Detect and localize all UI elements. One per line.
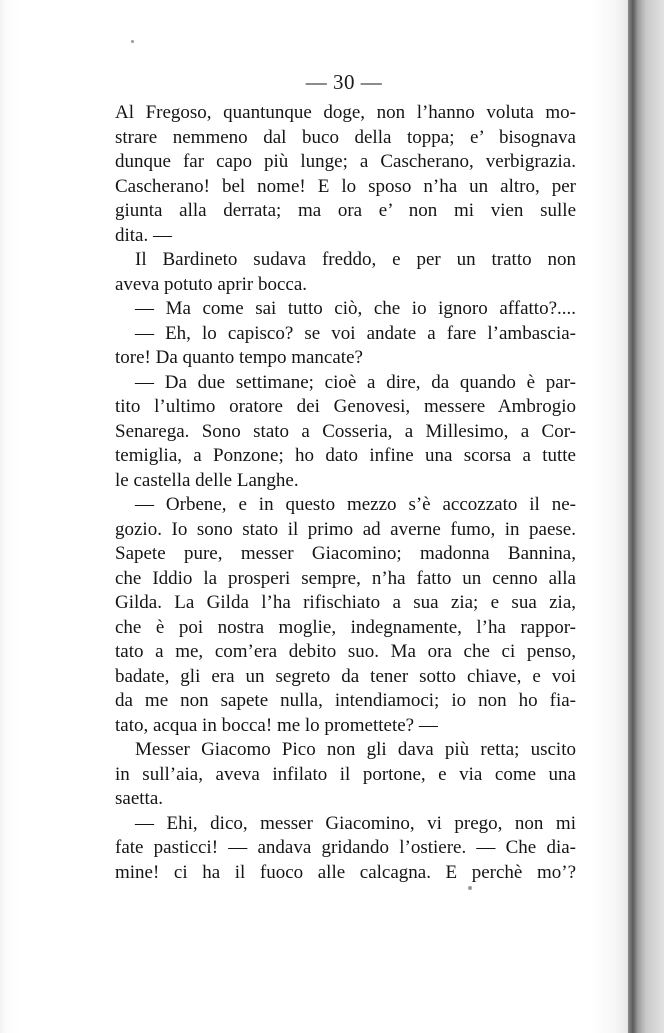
text-line: Gilda. La Gilda l’ha rifischiato a sua zia; e sua zia, (115, 592, 576, 613)
text-line: dunque far capo più lunge; a Cascherano, verbigrazia. (115, 151, 576, 172)
text-line: — Ma come sai tutto ciò, che io ignoro affatto?.... (135, 298, 576, 319)
text-line: le castella delle Langhe. (115, 469, 299, 491)
text-line: che Iddio la prosperi sempre, n’ha fatto un cenno alla (115, 567, 576, 589)
page-edge-shadow (628, 0, 664, 1033)
text-line: giunta alla derrata; ma ora e’ non mi vien sulle (115, 200, 576, 221)
text-line: aveva potuto aprir bocca. (115, 273, 308, 295)
text-line: — Eh, lo capisco? se voi andate a fare l’ambascia- (135, 322, 576, 344)
text-line: Il Bardineto sudava freddo, e per un tratto non (135, 249, 576, 270)
text-line: mine! ci ha il fuoco alle calcagna. E perchè mo’? (115, 861, 576, 883)
text-line: strare nemmeno dal buco della toppa; e’ bisognava (115, 126, 576, 148)
text-line: — Da due settimane; cioè a dire, da quando è par- (135, 371, 576, 393)
text-line: Senarega. Sono stato a Cosseria, a Millesimo, a Cor- (115, 420, 576, 442)
text-line: che è poi nostra moglie, indegnamente, l’ha rappor- (115, 616, 576, 638)
text-line: dita. — (115, 224, 172, 246)
paper-speck (468, 886, 472, 890)
text-line: Cascherano! bel nome! E lo sposo n’ha un altro, per (115, 175, 576, 197)
text-line: tato, acqua in bocca! me lo promettete? — (115, 714, 438, 736)
text-line: Messer Giacomo Pico non gli dava più retta; uscito (135, 739, 576, 760)
text-line: — Ehi, dico, messer Giacomino, vi prego, non mi (135, 812, 576, 834)
paper-speck (131, 40, 134, 43)
text-line: tito l’ultimo oratore dei Genovesi, messere Ambrogio (115, 396, 576, 417)
text-line: Al Fregoso, quantunque doge, non l’hanno voluta mo- (115, 102, 576, 123)
text-line: badate, gli era un segreto da tener sotto chiave, e voi (115, 665, 576, 687)
text-line: fate pasticci! — andava gridando l’ostiere. — Che dia- (115, 837, 576, 858)
text-line: temiglia, a Ponzone; ho dato infine una scorsa a tutte (115, 445, 576, 466)
body-text (115, 101, 576, 885)
text-line: Sapete pure, messer Giacomino; madonna Bannina, (115, 543, 576, 564)
page-number: — 30 — (305, 70, 383, 94)
text-line: in sull’aia, aveva infilato il portone, e via come una (115, 763, 576, 785)
text-line: da me non sapete nulla, intendiamoci; io non ho fia- (115, 690, 576, 711)
text-line: tato a me, com’era debito suo. Ma ora che ci penso, (115, 641, 576, 662)
text-line: — Orbene, e in questo mezzo s’è accozzato il ne- (135, 494, 576, 515)
text-line: gozio. Io sono stato il primo ad averne fumo, in paese. (115, 518, 576, 540)
text-line: tore! Da quanto tempo mancate? (115, 347, 363, 368)
text-line: saetta. (115, 788, 164, 809)
